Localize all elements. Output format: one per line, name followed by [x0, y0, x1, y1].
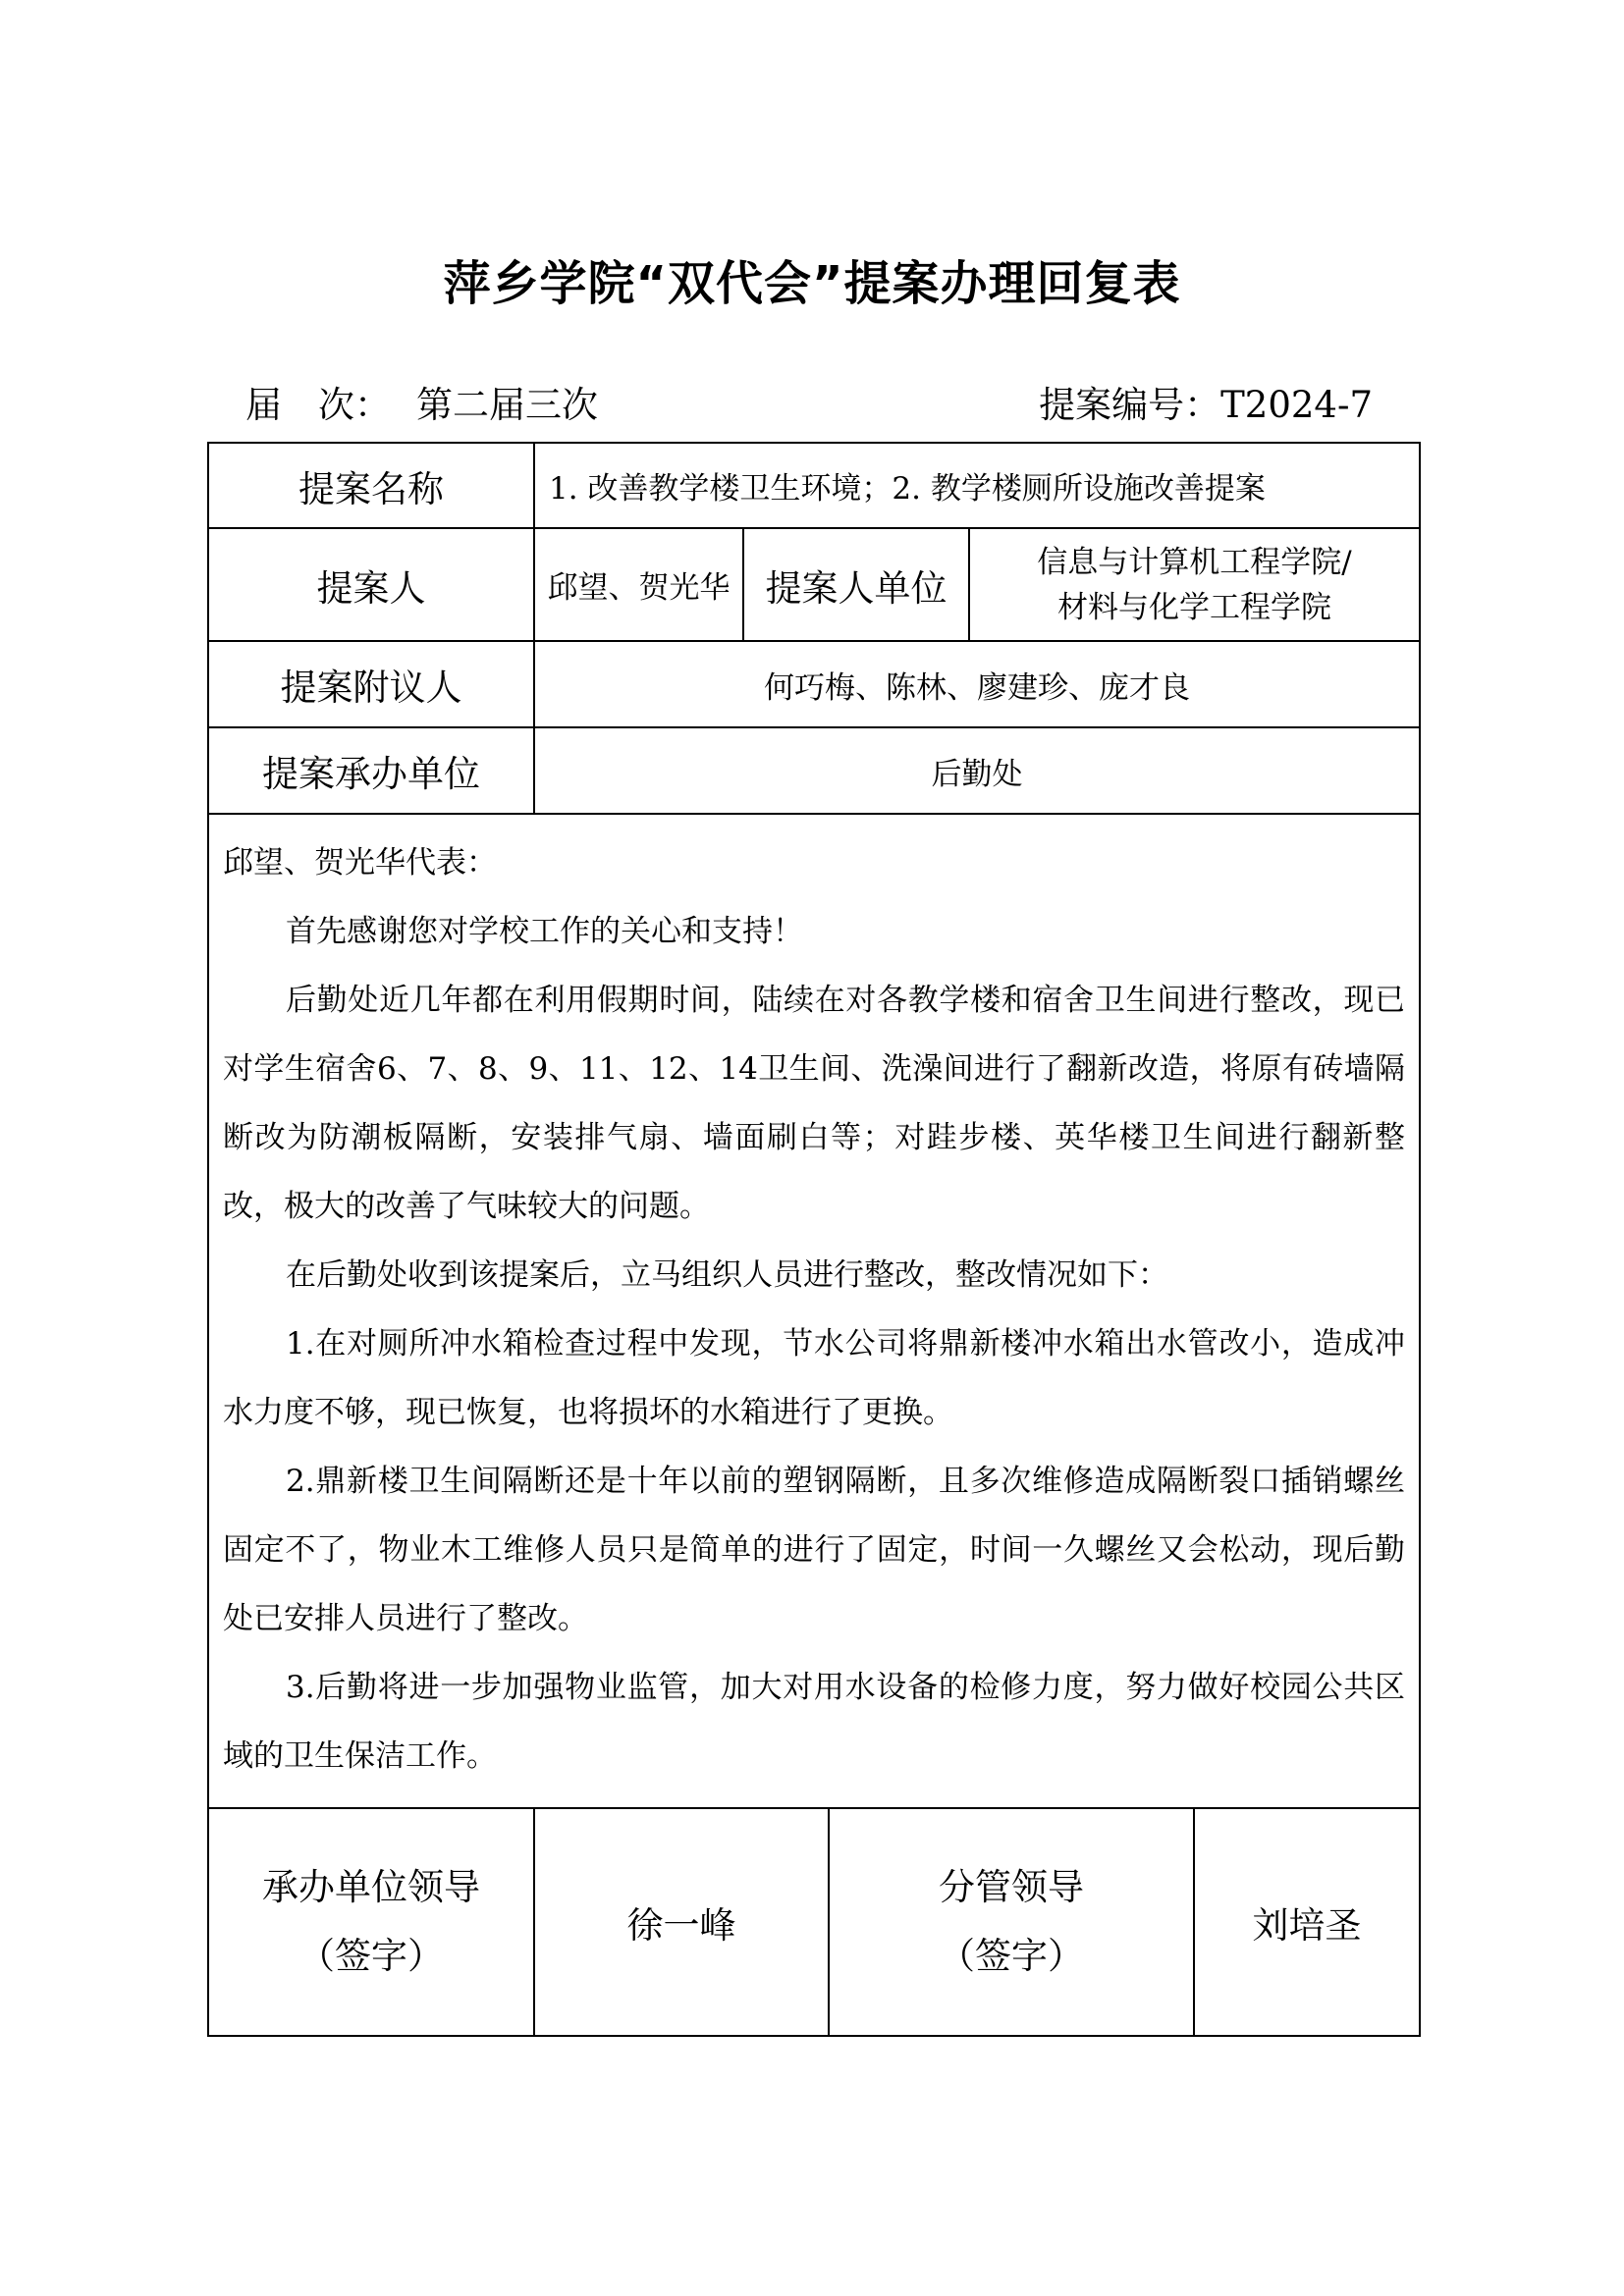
reply-paragraph: 后勤处近几年都在利用假期时间，陆续在对各教学楼和宿舍卫生间进行整改，现已对学生宿舍6、7、8、9、11、12、14卫生间、洗澡间进行了翻新改造，将原有砖墙隔断改为防潮板隔断，安装排气扇、墙面刷白等；对跬步楼、英华楼卫生间进行翻新整改，极大的改善了气味较大的问题。: [223, 983, 1406, 1224]
unit-leader-label: 承办单位领导: [262, 1866, 480, 1908]
reply-paragraph: 3.后勤将进一步加强物业监管，加大对用水设备的检修力度，努力做好校园公共区域的卫生保洁工作。: [223, 1670, 1406, 1774]
session-value: 第二届三次: [416, 384, 598, 426]
reply-form-table: [207, 442, 1421, 2037]
supervisor-name: 刘培圣: [1194, 1808, 1420, 2036]
proposal-name-label: 提案名称: [208, 443, 534, 528]
proposal-number-value: T2024-7: [1220, 384, 1373, 426]
handling-unit-label: 提案承办单位: [208, 727, 534, 814]
unit-leader-sign-note: （签字）: [298, 1935, 444, 1977]
proposer-unit-label: 提案人单位: [743, 528, 969, 641]
co-signers-label: 提案附议人: [208, 641, 534, 727]
unit-leader-name: 徐一峰: [534, 1808, 829, 2036]
row-reply-body: [208, 814, 1420, 1808]
proposer-unit-line2: 材料与化学工程学院: [1057, 589, 1331, 625]
row-proposer: [208, 528, 1420, 641]
supervisor-label: 分管领导: [939, 1866, 1084, 1908]
row-handling-unit: [208, 727, 1420, 814]
reply-paragraph: 2.鼎新楼卫生间隔断还是十年以前的塑钢隔断，且多次维修造成隔断裂口插销螺丝固定不了，物业木工维修人员只是简单的进行了固定，时间一久螺丝又会松动，现后勤处已安排人员进行了整改。: [223, 1464, 1406, 1636]
handling-unit-value: 后勤处: [534, 727, 1420, 814]
proposer-label: 提案人: [208, 528, 534, 641]
reply-paragraph: 在后勤处收到该提案后，立马组织人员进行整改，整改情况如下：: [286, 1257, 1168, 1293]
supervisor-label-cell: [829, 1808, 1194, 2036]
unit-leader-label-cell: [208, 1808, 534, 2036]
reply-body: [208, 814, 1420, 1808]
reply-paragraph: 首先感谢您对学校工作的关心和支持！: [286, 914, 803, 949]
co-signers-value: 何巧梅、陈林、廖建珍、庞才良: [534, 641, 1420, 727]
supervisor-sign-note: （签字）: [939, 1935, 1084, 1977]
row-co-signers: [208, 641, 1420, 727]
row-signatures: [208, 1808, 1420, 2036]
proposal-name-value: 1. 改善教学楼卫生环境；2. 教学楼厕所设施改善提案: [534, 443, 1420, 528]
document-title: 萍乡学院“双代会”提案办理回复表: [443, 256, 1181, 311]
session-label: 届 次：: [245, 384, 391, 426]
proposer-value: 邱望、贺光华: [534, 528, 743, 641]
proposal-number-label: 提案编号：: [1039, 384, 1221, 426]
proposal-number: [1039, 375, 1373, 428]
reply-paragraph: 1.在对厕所冲水箱检查过程中发现，节水公司将鼎新楼冲水箱出水管改小，造成冲水力度不够，现已恢复，也将损坏的水箱进行了更换。: [223, 1326, 1406, 1430]
proposer-unit-value: [969, 528, 1420, 641]
reply-salutation: 邱望、贺光华代表：: [223, 845, 497, 881]
row-proposal-name: [208, 443, 1420, 528]
proposer-unit-line1: 信息与计算机工程学院/: [1037, 544, 1352, 580]
session-info: [245, 375, 598, 428]
